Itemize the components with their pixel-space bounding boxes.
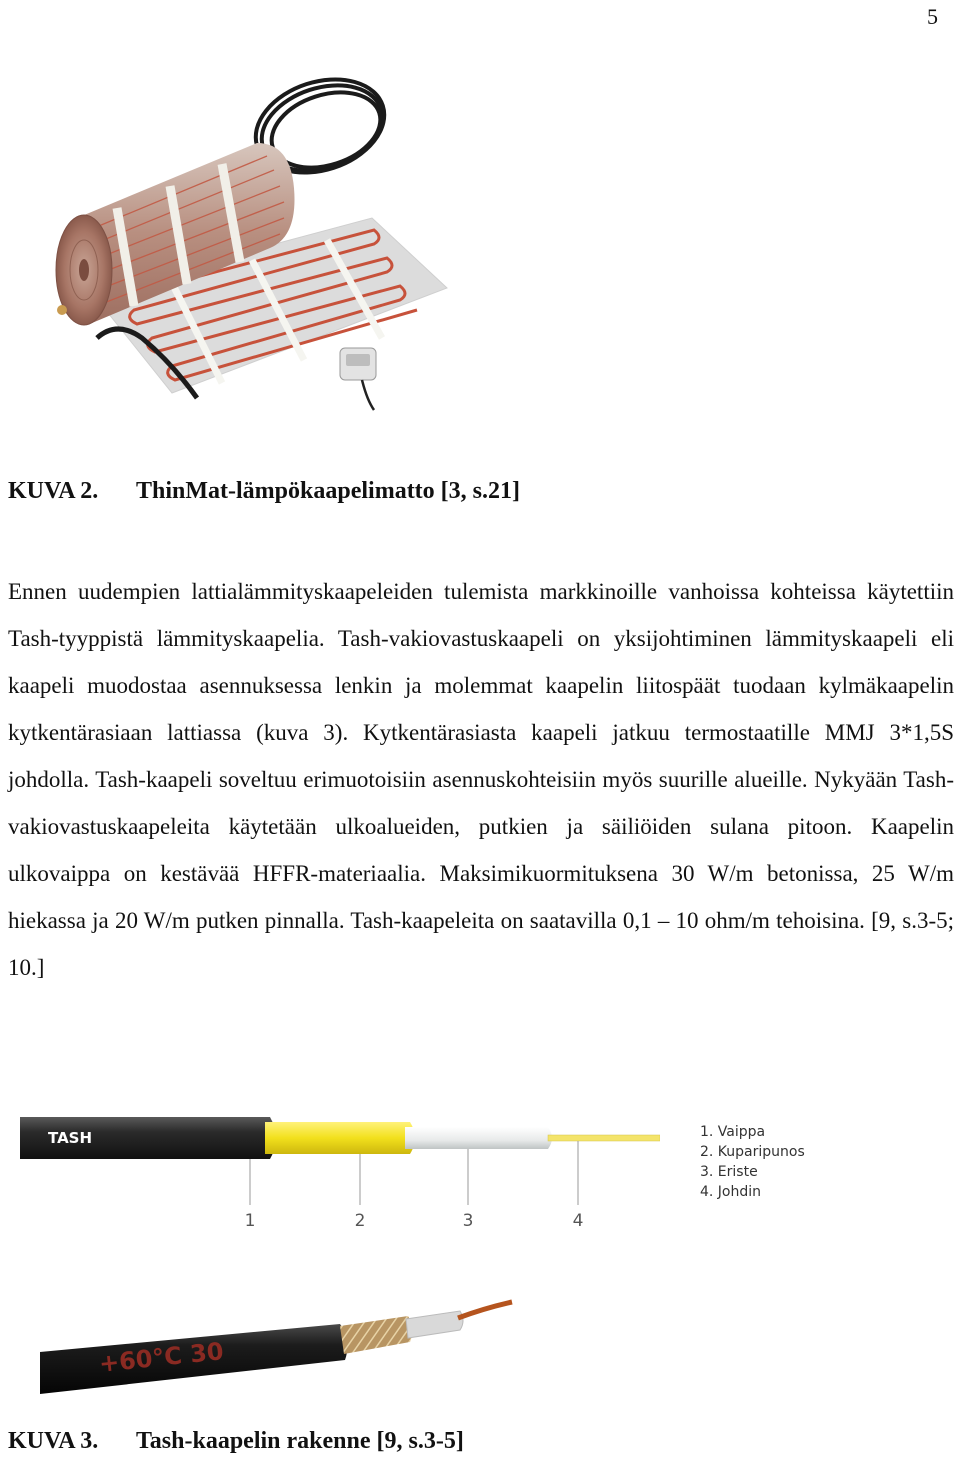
figure-number: KUVA 2. — [8, 478, 99, 504]
figure-caption-3 — [8, 1428, 464, 1455]
conductor-wire — [548, 1135, 660, 1141]
cable-jacket-print: +60°C 30 — [97, 1337, 225, 1378]
figure-caption-2 — [8, 478, 520, 505]
marker-1: 1 — [244, 1211, 256, 1231]
cable-conductor — [458, 1302, 512, 1318]
marker-2: 2 — [354, 1211, 366, 1231]
marker-3: 3 — [462, 1211, 474, 1231]
braid-layer — [265, 1122, 415, 1154]
body-paragraph: Ennen uudempien lattialämmityskaapeleiden tulemista markkinoille vanhoissa kohteissa käytettiin Tash-tyyppistä lämmityskaapelia. Tash-vakiovastuskaapeli on yksijohtiminen lämmityskaapeli eli kaapeli muodostaa asennuksessa lenkin ja molemmat kaapelin liitospäät tuodaan kylmäkaapelin kytkentärasiaan lattiassa (kuva 3). Kytkentärasiasta kaapeli jatkuu termostaatille MMJ 3*1,5S johdolla. Tash-kaapeli soveltuu erimuotoisiin asennuskohteisiin myös suurille alueille. Nykyään Tash-vakiovastuskaapeleita käytetään ulkoalueiden, putkien ja säiliöiden sulana pitoon. Kaapelin ulkovaippa on kestävää HFFR-materiaalia. Maksimikuormituksena 30 W/m betonissa, 25 W/m hiekassa ja 20 W/m putken pinnalla. Tash-kaapeleita on saatavilla 0,1 – 10 ohm/m tehoisina. [9, s.3-5; 10.] — [8, 579, 954, 980]
figure-caption-text: ThinMat-lämpökaapelimatto [3, s.21] — [136, 478, 520, 504]
thermostat — [340, 348, 376, 410]
legend-item: 4. Johdin — [700, 1184, 762, 1200]
tash-brand-label: TASH — [48, 1129, 93, 1147]
legend-item: 1. Vaippa — [700, 1124, 766, 1140]
cable-legend — [700, 1122, 805, 1202]
cable-braid — [340, 1316, 413, 1354]
marker-4: 4 — [572, 1211, 584, 1231]
figure-caption-text: Tash-kaapelin rakenne [9, s.3-5] — [136, 1428, 464, 1454]
cable-insulation — [406, 1311, 463, 1338]
legend-item: 3. Eriste — [700, 1164, 758, 1180]
heating-mat-image — [22, 48, 462, 423]
page-number: 5 — [927, 4, 938, 29]
figure-number: KUVA 3. — [8, 1428, 99, 1454]
cable-cutaway-diagram — [20, 1105, 660, 1245]
insulation-layer — [405, 1127, 552, 1149]
legend-item: 2. Kuparipunos — [700, 1144, 805, 1160]
cable-photo — [40, 1282, 518, 1407]
